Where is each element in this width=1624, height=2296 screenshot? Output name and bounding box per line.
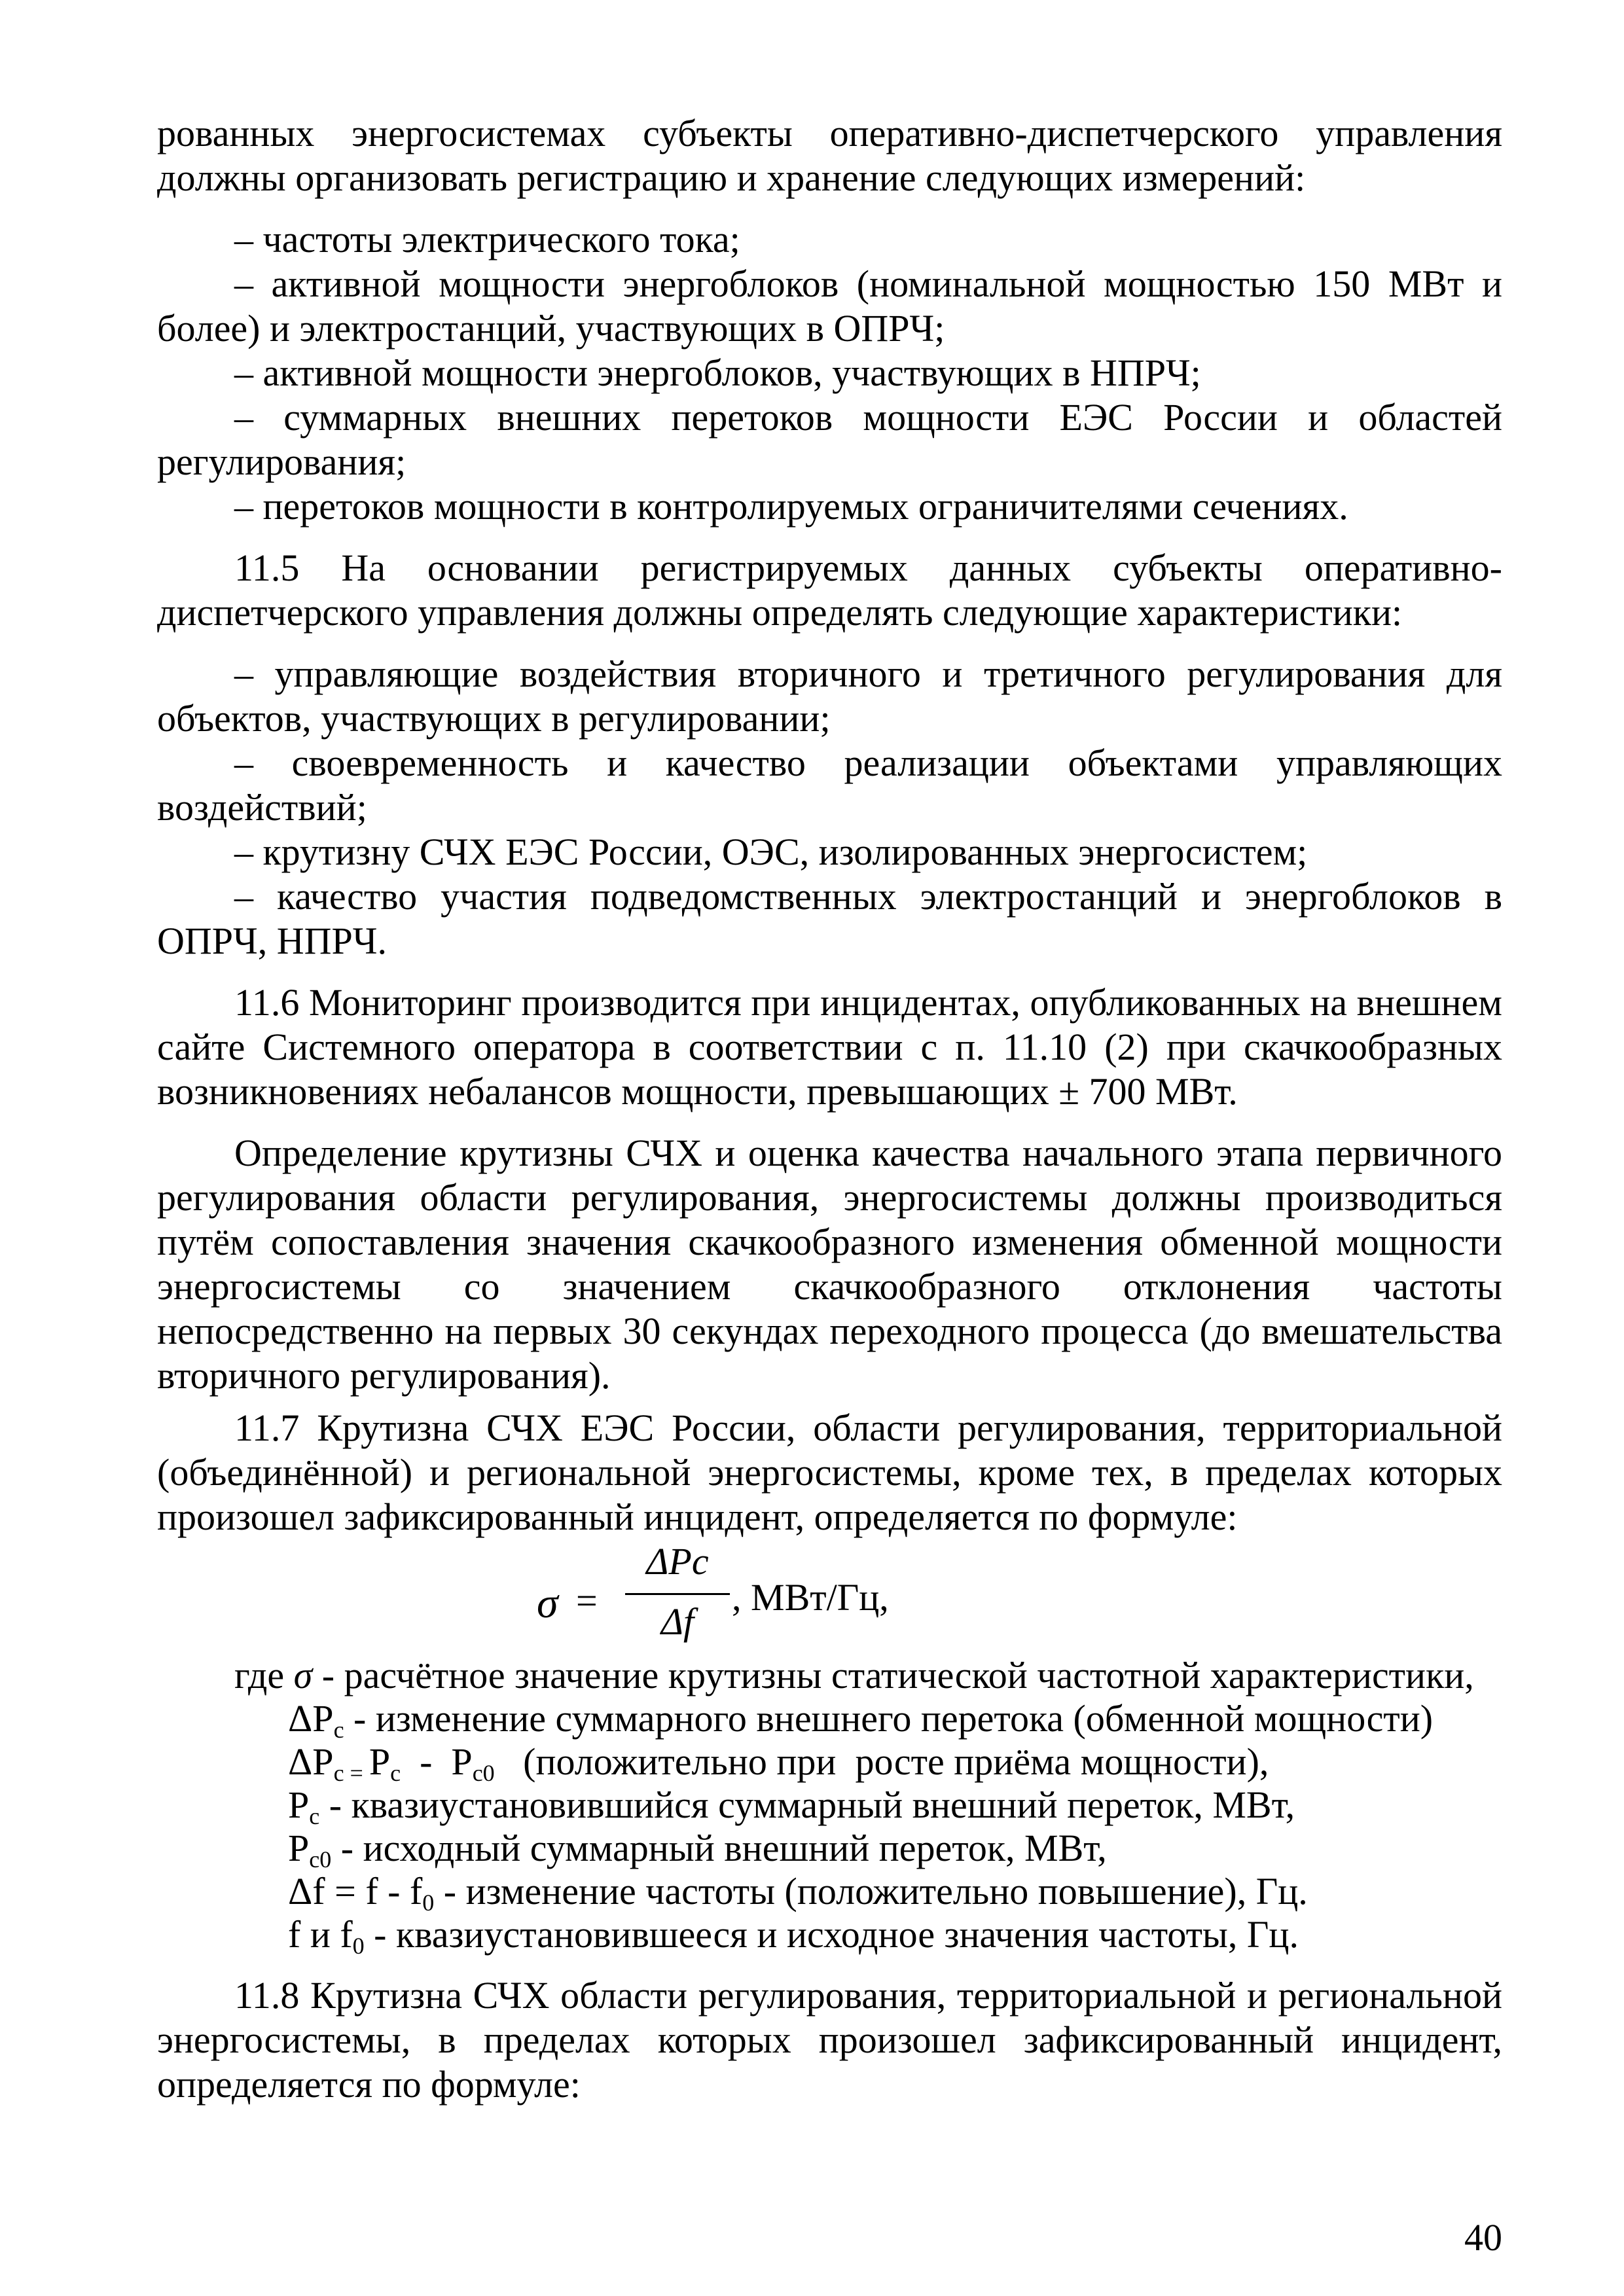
definition-dpc-formula: $\Delta P_{c =}$ $P_c - P_{c0}$ (положительно при росте приёма мощности), — [288, 1740, 1269, 1786]
formula-denominator: Δf — [660, 1600, 695, 1643]
list-item: – активной мощности энергоблоков, участвующих в НПРЧ; — [234, 351, 1201, 394]
paragraph-11-7: 11.7 Крутизна СЧХ ЕЭС России, области регулирования, территориальной (объединённой) и региональной энергосистемы, кроме тех, в пределах которых произошел зафиксированный инцидент, определяется по формуле: — [157, 1407, 1502, 1538]
definition-sigma: где σ - расчётное значение крутизны статической частотной характеристики, — [234, 1654, 1474, 1696]
formula-numerator: ΔPc — [646, 1540, 709, 1583]
paragraph-intro: рованных энергосистемах субъекты оперативно-диспетчерского управления должны организовать регистрацию и хранение следующих измерений: — [157, 112, 1502, 199]
list-marker: – — [234, 875, 253, 918]
list-marker: – — [234, 485, 253, 528]
formula-unit: , МВт/Гц, — [732, 1576, 889, 1619]
list-marker: – — [234, 218, 253, 260]
page-number: 40 — [1464, 2216, 1502, 2259]
list-marker: – — [234, 262, 253, 305]
paragraph-definition: Определение крутизны СЧХ и оценка качества начального этапа первичного регулирования области регулирования, энергосистемы должны производиться путём сопоставления значения скачкообразного изменения обменной мощности энергосистемы со значением скачкообразного отклонения частоты непосредственно на первых 30 секундах переходного процесса (до вмешательства вторичного регулирования). — [157, 1132, 1502, 1397]
list-marker: – — [234, 653, 253, 695]
list-marker: – — [234, 831, 253, 873]
paragraph-11-5: 11.5 На основании регистрируемых данных субъекты оперативно-диспетчерского управления должны определять следующие характеристики: — [157, 547, 1502, 634]
formula-definitions — [157, 1654, 1502, 1959]
list-item: – перетоков мощности в контролируемых ограничителями сечениях. — [234, 485, 1348, 528]
definition-df: $\Delta f = f - f_0$ - изменение частоты (положительно повышение), Гц. — [288, 1870, 1308, 1916]
measurements-list — [157, 217, 1502, 529]
formula-sigma: σ — [537, 1579, 558, 1627]
characteristics-list — [157, 652, 1502, 963]
slope-formula — [157, 1539, 1502, 1654]
list-item: – суммарных внешних перетоков мощности ЕЭС России и областей регулирования; — [157, 396, 1503, 483]
list-item: – активной мощности энергоблоков (номинальной мощностью 150 МВт и более) и электростанций, участвующих в ОПРЧ; — [157, 262, 1502, 350]
list-marker: – — [234, 351, 253, 394]
definition-pc0: $P_{c0}$ - исходный суммарный внешний переток, МВт, — [288, 1827, 1107, 1873]
list-item: – качество участия подведомственных электростанций и энергоблоков в ОПРЧ, НПРЧ. — [157, 875, 1503, 962]
formula-equals: = — [576, 1579, 598, 1622]
list-item: – управляющие воздействия вторичного и третичного регулирования для объектов, участвующих в регулировании; — [157, 653, 1503, 740]
page-body — [157, 111, 1502, 2107]
list-item: – своевременность и качество реализации объектами управляющих воздействий; — [157, 742, 1502, 829]
definition-f: f и $f_0$ - квазиустановившееся и исходное значения частоты, Гц. — [288, 1913, 1299, 1959]
list-marker: – — [234, 742, 253, 784]
definition-dpc: $\Delta P_c$ - изменение суммарного внешнего перетока (обменной мощности) — [288, 1697, 1434, 1743]
paragraph-11-8: 11.8 Крутизна СЧХ области регулирования, территориальной и региональной энергосистемы, в пределах которых произошел зафиксированный инцидент, определяется по формуле: — [157, 1974, 1502, 2106]
paragraph-11-6: 11.6 Мониторинг производится при инцидентах, опубликованных на внешнем сайте Системного оператора в соответствии с п. 11.10 (2) при скачкообразных возникновениях небалансов мощности, превышающих ± 700 МВт. — [157, 981, 1502, 1113]
list-marker: – — [234, 396, 253, 439]
list-item: – крутизну СЧХ ЕЭС России, ОЭС, изолированных энергосистем; — [234, 831, 1308, 873]
definition-pc: $P_c$ - квазиустановившийся суммарный внешний переток, МВт, — [288, 1784, 1295, 1829]
list-item: – частоты электрического тока; — [234, 218, 740, 260]
fraction-bar — [625, 1593, 730, 1595]
